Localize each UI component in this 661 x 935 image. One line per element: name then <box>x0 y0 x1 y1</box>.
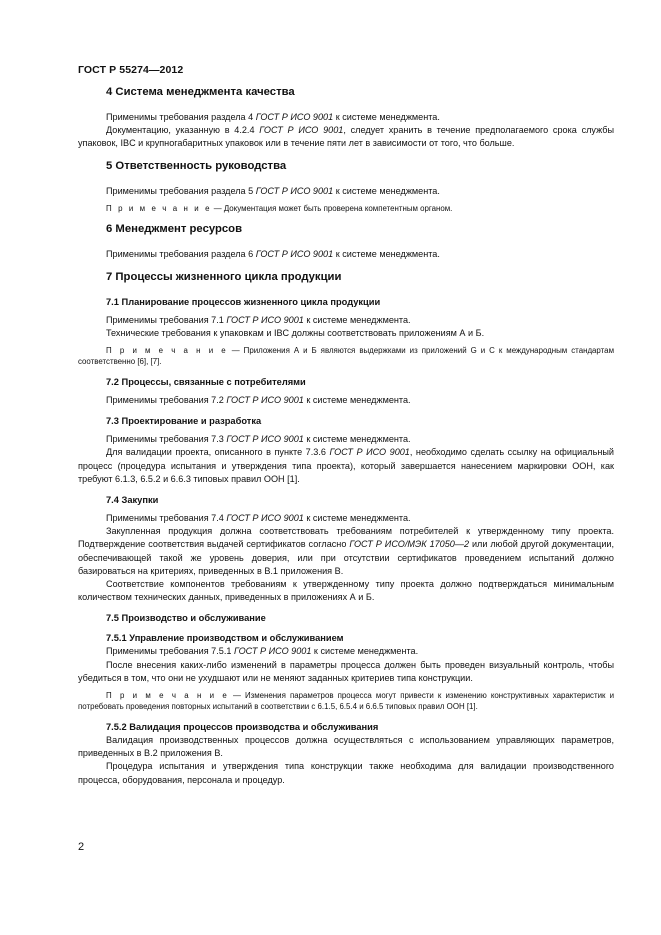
standard-reference: ГОСТ Р ИСО 9001 <box>259 125 344 136</box>
standard-reference: ГОСТ Р ИСО 9001 <box>226 394 304 405</box>
note-label: П р и м е ч а н и е <box>106 345 228 355</box>
section-7-5-2-heading: 7.5.2 Валидация процессов производства и обслуживания <box>106 721 379 732</box>
section-7-5-1-paragraph-2: После внесения каких-либо изменений в параметры процесса должен быть проведен визуальный контроль, чтобы убедиться в том, что они не ухудшают или не меняют заданных критериев типа конструкции. <box>78 659 614 683</box>
section-7-5-1-note: П р и м е ч а н и е — Изменения параметров процесса могут привести к изменению конструктивных характеристик и потребовать проведения повторных испытаний в соответствии с 6.1.5, 6.5.4 и 6.6.5 типовых правил ООН [1]. <box>78 690 614 712</box>
section-4-heading: 4 Система менеджмента качества <box>106 86 295 98</box>
section-7-4-paragraph-3: Соответствие компонентов требованиям к утвержденному типу проекта должно подтверждаться минимальным количеством технических данных, приведенных в приложениях А и Б. <box>78 578 614 603</box>
standard-reference: ГОСТ Р ИСО 9001 <box>226 512 304 523</box>
standard-reference: ГОСТ Р ИСО/МЭК 17050—2 <box>349 539 470 550</box>
section-4-paragraph-2: Документацию, указанную в 4.2.4 ГОСТ Р ИСО 9001, следует хранить в течение предполагаемого срока службы упаковок, IBC и крупногабаритных упаковок или в течение пяти лет в зависимости от того, что больше. <box>78 125 614 149</box>
page-number: 2 <box>78 841 85 853</box>
document-header: ГОСТ Р 55274—2012 <box>78 64 184 76</box>
section-7-4-paragraph-1: Применимы требования 7.4 ГОСТ Р ИСО 9001 к системе менеджмента. <box>106 512 411 523</box>
standard-reference: ГОСТ Р ИСО 9001 <box>255 185 334 196</box>
section-5-note: П р и м е ч а н и е — Документация может быть проверена компетентным органом. <box>106 203 453 213</box>
section-7-4-heading: 7.4 Закупки <box>106 494 159 505</box>
document-body <box>78 80 614 787</box>
section-7-1-paragraph-2: Технические требования к упаковкам и IBC должны соответствовать приложениям А и Б. <box>106 327 485 338</box>
section-7-4-paragraph-2: Закупленная продукция должна соответствовать требованиям потребителей к утвержденному типу проекта. Подтверждение соответствия выдачей сертификатов согласно ГОСТ Р ИСО/МЭК 17050—2 или любой другой документации, обеспечивающей такой же уровень доверия, или при отсутствии сертификатов проведением испытаний должно базироваться на критериях, приведенных в В.1 приложения В. <box>78 526 615 576</box>
section-7-2-paragraph-1: Применимы требования 7.2 ГОСТ Р ИСО 9001 к системе менеджмента. <box>106 394 411 405</box>
section-7-3-paragraph-2: Для валидации проекта, описанного в пункте 7.3.6 ГОСТ Р ИСО 9001, необходимо сделать ссылку на официальный процесс (процедура испытания и утверждения типа проекта), который завершается нанесением маркировки ООН, как требуют 6.1.3, 6.5.2 и 6.6.3 типовых правил ООН [1]. <box>78 447 614 484</box>
section-7-3-heading: 7.3 Проектирование и разработка <box>106 416 262 427</box>
standard-reference: ГОСТ Р ИСО 9001 <box>329 447 410 458</box>
section-5-paragraph-1: Применимы требования раздела 5 ГОСТ Р ИСО 9001 к системе менеджмента. <box>106 185 440 196</box>
section-7-5-2-paragraph-1: Валидация производственных процессов должна осуществляться с использованием управляющих параметров, приведенных в В.2 приложения В. <box>78 734 614 759</box>
section-4-paragraph-1: Применимы требования раздела 4 ГОСТ Р ИСО 9001 к системе менеджмента. <box>106 112 440 122</box>
section-7-1-heading: 7.1 Планирование процессов жизненного цикла продукции <box>106 296 381 307</box>
section-7-5-2-paragraph-2: Процедура испытания и утверждения типа конструкции также необходима для валидации производственного процесса, оборудования, персонала и процедур. <box>78 761 614 785</box>
section-7-5-1-paragraph-1: Применимы требования 7.5.1 ГОСТ Р ИСО 9001 к системе менеджмента. <box>106 646 419 657</box>
section-7-5-heading: 7.5 Производство и обслуживание <box>106 613 266 624</box>
standard-reference: ГОСТ Р ИСО 9001 <box>226 314 304 325</box>
section-6-heading: 6 Менеджмент ресурсов <box>106 223 243 236</box>
section-7-3-paragraph-1: Применимы требования 7.3 ГОСТ Р ИСО 9001 к системе менеджмента. <box>106 434 411 445</box>
note-label: П р и м е ч а н и е <box>106 690 229 700</box>
section-5-heading: 5 Ответственность руководства <box>106 159 287 172</box>
standard-reference: ГОСТ Р ИСО 9001 <box>255 249 334 260</box>
note-label: П р и м е ч а н и е <box>106 203 212 213</box>
section-6-paragraph-1: Применимы требования раздела 6 ГОСТ Р ИСО 9001 к системе менеджмента. <box>106 249 440 260</box>
section-7-1-note: П р и м е ч а н и е — Приложения А и Б являются выдержками из приложений G и С к международным стандартам соответственно [6], [7]. <box>78 345 614 367</box>
section-7-2-heading: 7.2 Процессы, связанные с потребителями <box>106 376 306 387</box>
section-7-1-paragraph-1: Применимы требования 7.1 ГОСТ Р ИСО 9001 к системе менеджмента. <box>106 314 411 325</box>
standard-reference: ГОСТ Р ИСО 9001 <box>255 112 334 122</box>
standard-reference: ГОСТ Р ИСО 9001 <box>226 434 304 445</box>
section-7-5-1-heading: 7.5.1 Управление производством и обслуживанием <box>106 633 344 644</box>
standard-reference: ГОСТ Р ИСО 9001 <box>233 646 312 657</box>
section-7-heading: 7 Процессы жизненного цикла продукции <box>106 270 342 283</box>
